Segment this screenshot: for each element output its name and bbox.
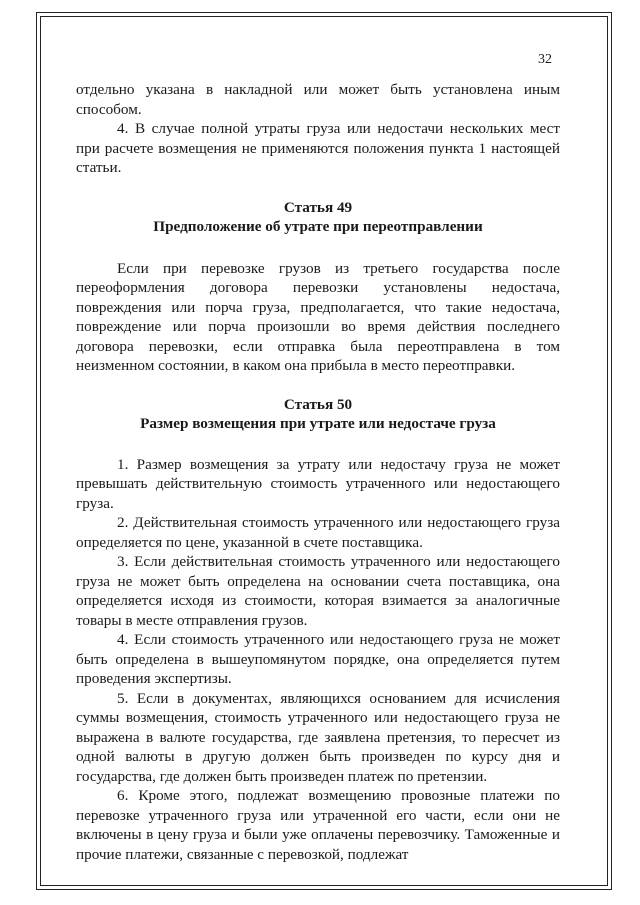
article-50-title: Размер возмещения при утрате или недостаче груза (140, 415, 496, 432)
document-body (76, 80, 560, 864)
continuation-paragraph: отдельно указана в накладной или может быть установлена иным способом. (76, 81, 560, 118)
article-50-paragraph-5: 5. Если в документах, являющихся основанием для исчисления суммы возмещения, стоимость утраченного или недостающего груза не выражена в валюте государства, где заявлена претензия, то пересчет из одной валюты в другую должен быть произведен по курсу дня и государства, где должен быть произведен платеж по претензии. (76, 689, 560, 785)
article-50-paragraph-1: 1. Размер возмещения за утрату или недостачу груза не может превышать действительную стоимость утраченного или недостающего груза. (76, 455, 560, 512)
article-50-paragraph-3: 3. Если действительная стоимость утраченного или недостающего груза не может быть определена на основании счета поставщика, она определяется исходя из стоимости, которая взимается за аналогичные товары в месте отправления грузов. (76, 553, 560, 629)
page-number: 32 (538, 52, 552, 67)
article-50-paragraph-2: 2. Действительная стоимость утраченного или недостающего груза определяется по цене, указанной в счете поставщика. (76, 514, 560, 551)
article-50-paragraph-6: 6. Кроме этого, подлежат возмещению провозные платежи по перевозке утраченного груза или утраченной его части, если они не включены в цену груза и были уже оплачены перевозчику. Таможенные и прочие платежи, связанные с перевозкой, подлежат (76, 787, 560, 863)
article-49-title: Предположение об утрате при переотправлении (153, 218, 483, 235)
article-49-paragraph: Если при перевозке грузов из третьего государства после переоформления договора перевозки установлены недостача, повреждения или порча груза, предполагается, что такие недостача, повреждение или порча произошли во время действия последнего договора перевозки, если отправка была переотправлена в том неизменном состоянии, в каком она прибыла в место переотправки. (76, 259, 560, 374)
article-49-number: Статья 49 (283, 198, 353, 216)
article-50-paragraph-4: 4. Если стоимость утраченного или недостающего груза не может быть определена в вышеупомянутом порядке, она определяется путем проведения экспертизы. (76, 631, 560, 687)
article-50-number: Статья 50 (283, 395, 353, 413)
paragraph-item-4: 4. В случае полной утраты груза или недостачи нескольких мест при расчете возмещения не применяются положения пункта 1 настоящей статьи. (76, 120, 560, 176)
